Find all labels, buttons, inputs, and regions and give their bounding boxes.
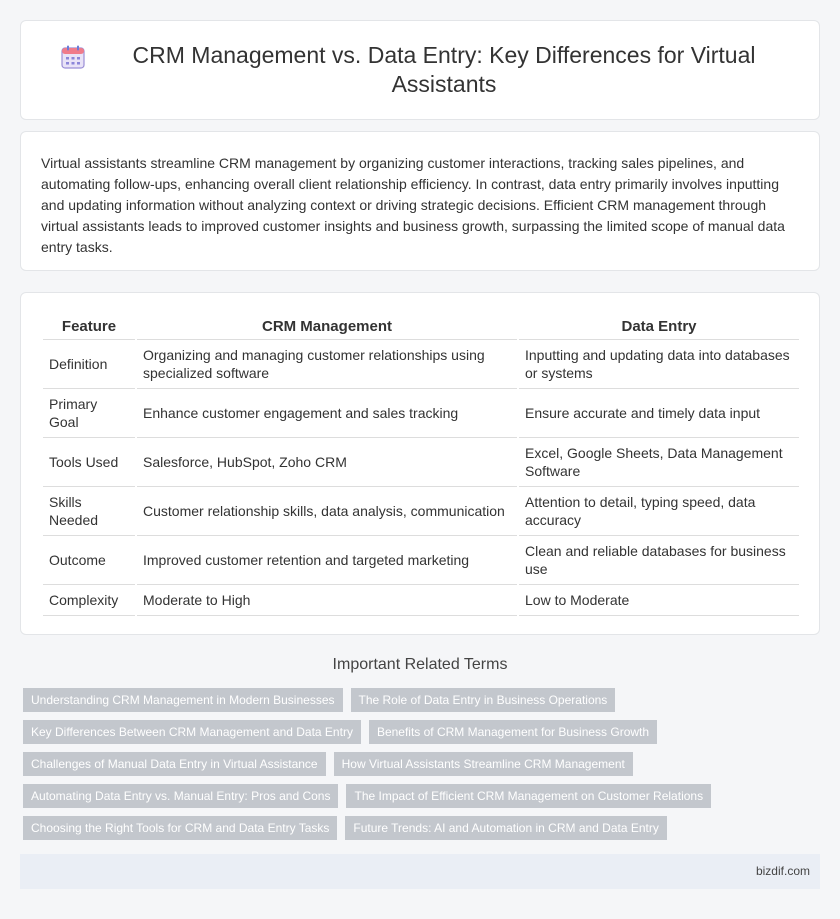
comparison-table: [41, 313, 801, 616]
row-crm: Organizing and managing customer relationships using specialized software: [137, 340, 517, 389]
row-crm: Customer relationship skills, data analysis, communication: [137, 487, 517, 536]
row-data-entry: Clean and reliable databases for business use: [519, 536, 799, 585]
related-term-link[interactable]: The Role of Data Entry in Business Operations: [351, 688, 616, 712]
footer: [20, 854, 820, 889]
row-data-entry: Low to Moderate: [519, 585, 799, 616]
related-term-link[interactable]: Key Differences Between CRM Management and Data Entry: [23, 720, 361, 744]
table-row: [43, 536, 799, 585]
row-crm: Salesforce, HubSpot, Zoho CRM: [137, 438, 517, 487]
related-term-link[interactable]: The Impact of Efficient CRM Management on Customer Relations: [346, 784, 711, 808]
row-feature: Tools Used: [43, 438, 135, 487]
related-term-link[interactable]: Understanding CRM Management in Modern Businesses: [23, 688, 343, 712]
calendar-icon: [60, 44, 86, 70]
header-card: [20, 20, 820, 120]
row-data-entry: Inputting and updating data into databases or systems: [519, 340, 799, 389]
header-feature: Feature: [43, 313, 135, 340]
row-feature: Outcome: [43, 536, 135, 585]
tag-row: [23, 752, 813, 776]
tag-row: [23, 784, 813, 808]
related-terms-tags: [23, 688, 813, 848]
table-header-row: [43, 313, 799, 340]
related-term-link[interactable]: Future Trends: AI and Automation in CRM and Data Entry: [345, 816, 667, 840]
header-data-entry: Data Entry: [519, 313, 799, 340]
title-wrap: [60, 41, 780, 99]
comparison-table-card: [20, 292, 820, 635]
footer-site-link[interactable]: bizdif.com: [755, 864, 810, 878]
related-term-link[interactable]: Automating Data Entry vs. Manual Entry: Pros and Cons: [23, 784, 338, 808]
table-row: [43, 585, 799, 616]
row-crm: Enhance customer engagement and sales tracking: [137, 389, 517, 438]
related-terms-title: Important Related Terms: [332, 656, 508, 673]
header-crm-management: CRM Management: [137, 313, 517, 340]
related-term-link[interactable]: Challenges of Manual Data Entry in Virtual Assistance: [23, 752, 326, 776]
tag-row: [23, 688, 813, 712]
tag-row: [23, 720, 813, 744]
row-feature: Primary Goal: [43, 389, 135, 438]
tag-row: [23, 816, 813, 840]
row-data-entry: Ensure accurate and timely data input: [519, 389, 799, 438]
table-row: [43, 487, 799, 536]
related-term-link[interactable]: How Virtual Assistants Streamline CRM Management: [334, 752, 633, 776]
page-title: CRM Management vs. Data Entry: Key Differences for Virtual Assistants: [132, 42, 756, 97]
row-data-entry: Excel, Google Sheets, Data Management Software: [519, 438, 799, 487]
related-term-link[interactable]: Choosing the Right Tools for CRM and Data Entry Tasks: [23, 816, 337, 840]
row-crm: Improved customer retention and targeted marketing: [137, 536, 517, 585]
intro-text: Virtual assistants streamline CRM management by organizing customer interactions, tracking sales pipelines, and automating follow-ups, enhancing overall client relationship efficiency. In contrast, data entry primarily involves inputting and updating information without analyzing context or driving strategic decisions. Efficient CRM management through virtual assistants leads to improved customer insights and business growth, surpassing the limited scope of manual data entry tasks.: [41, 155, 785, 255]
row-crm: Moderate to High: [137, 585, 517, 616]
row-feature: Skills Needed: [43, 487, 135, 536]
row-data-entry: Attention to detail, typing speed, data accuracy: [519, 487, 799, 536]
row-feature: Complexity: [43, 585, 135, 616]
related-term-link[interactable]: Benefits of CRM Management for Business Growth: [369, 720, 657, 744]
intro-card: [20, 131, 820, 271]
table-row: [43, 389, 799, 438]
table-row: [43, 340, 799, 389]
table-row: [43, 438, 799, 487]
row-feature: Definition: [43, 340, 135, 389]
